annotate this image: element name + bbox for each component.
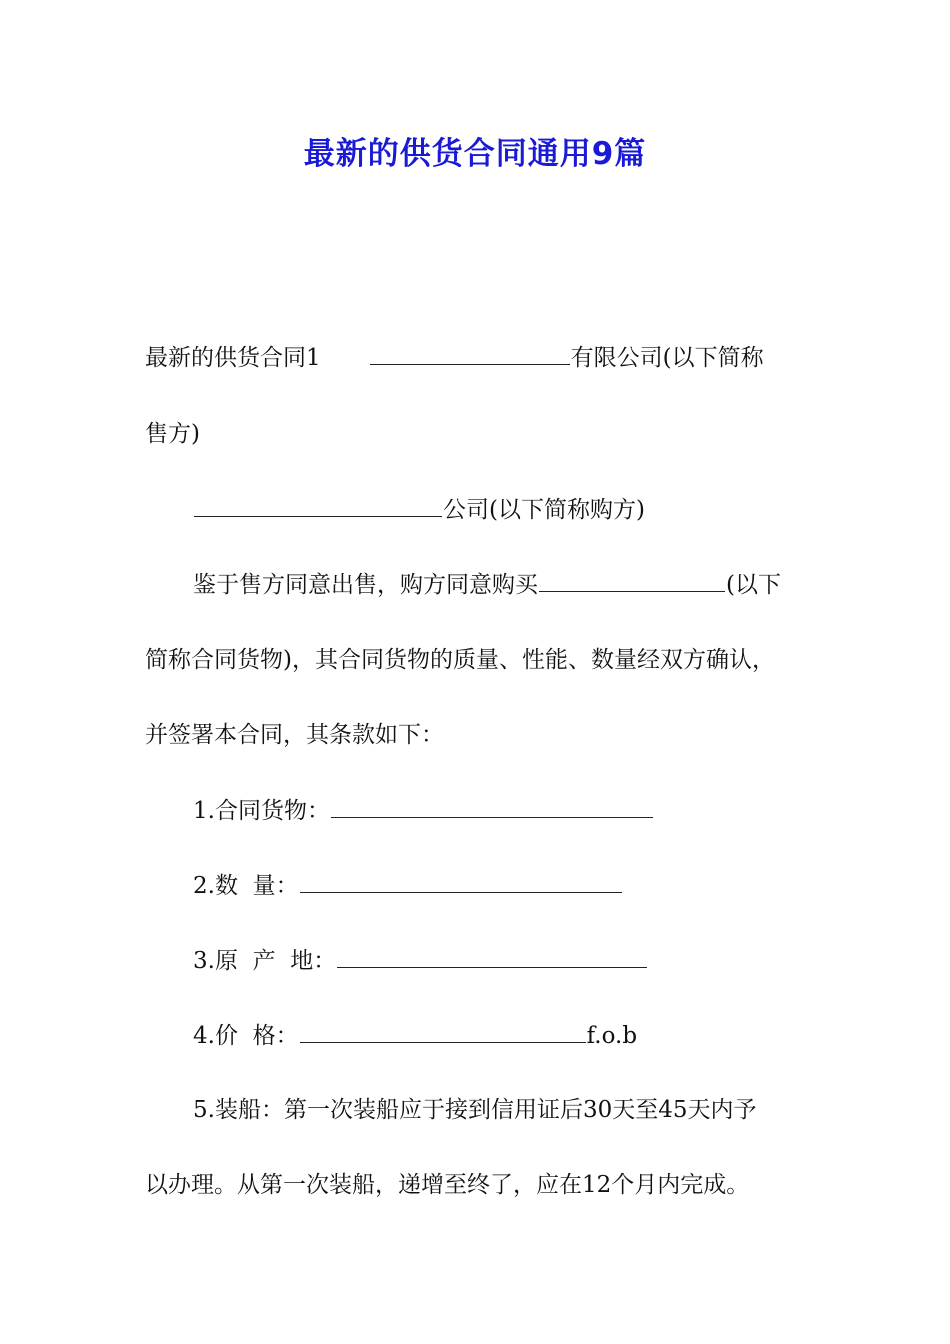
- clause-2-blank: [300, 870, 622, 893]
- clause-4-suffix: f.o.b: [586, 1023, 638, 1049]
- clause-3: [193, 945, 648, 976]
- preamble-start: 鉴于售方同意出售，购方同意购买: [193, 572, 538, 598]
- document-title: 最新的供货合同通用9篇: [303, 136, 647, 172]
- preamble-close: 并签署本合同，其条款如下：: [145, 722, 444, 748]
- line-4: [193, 569, 781, 600]
- clause-3-blank: [337, 945, 647, 968]
- line-1: [145, 342, 764, 373]
- line-6: [145, 720, 444, 750]
- clause-1-blank: [331, 795, 653, 818]
- clause-2-label: 2.数 量：: [193, 873, 299, 899]
- line-2: [145, 419, 200, 449]
- preamble-middle: 简称合同货物)，其合同货物的质量、性能、数量经双方确认，: [145, 647, 775, 673]
- clause-5-continued: [145, 1170, 749, 1200]
- buyer-name-blank: [194, 494, 442, 517]
- clause-5-text: 5.装船：第一次装船应于接到信用证后30天至45天内予: [193, 1097, 757, 1123]
- clause-2: [193, 870, 623, 901]
- seller-suffix: 有限公司(以下简称: [570, 345, 764, 371]
- preamble-end: (以下: [726, 572, 781, 598]
- line-5: [145, 645, 775, 675]
- clause-1: [193, 795, 654, 826]
- clause-5-text-continued: 以办理。从第一次装船，递增至终了，应在12个月内完成。: [145, 1172, 750, 1198]
- seller-abbrev: 售方): [145, 421, 200, 447]
- clause-3-label: 3.原 产 地：: [193, 948, 337, 974]
- contract-heading: 最新的供货合同1: [145, 345, 321, 371]
- clause-4-label: 4.价 格：: [193, 1023, 299, 1049]
- clause-1-label: 1.合同货物：: [193, 798, 330, 824]
- clause-4-blank: [300, 1020, 586, 1043]
- clause-4: [193, 1020, 637, 1051]
- goods-blank: [539, 569, 725, 592]
- line-3: [193, 494, 645, 525]
- clause-5: [193, 1095, 756, 1125]
- seller-name-blank: [370, 342, 570, 365]
- buyer-suffix: 公司(以下简称购方): [443, 497, 645, 523]
